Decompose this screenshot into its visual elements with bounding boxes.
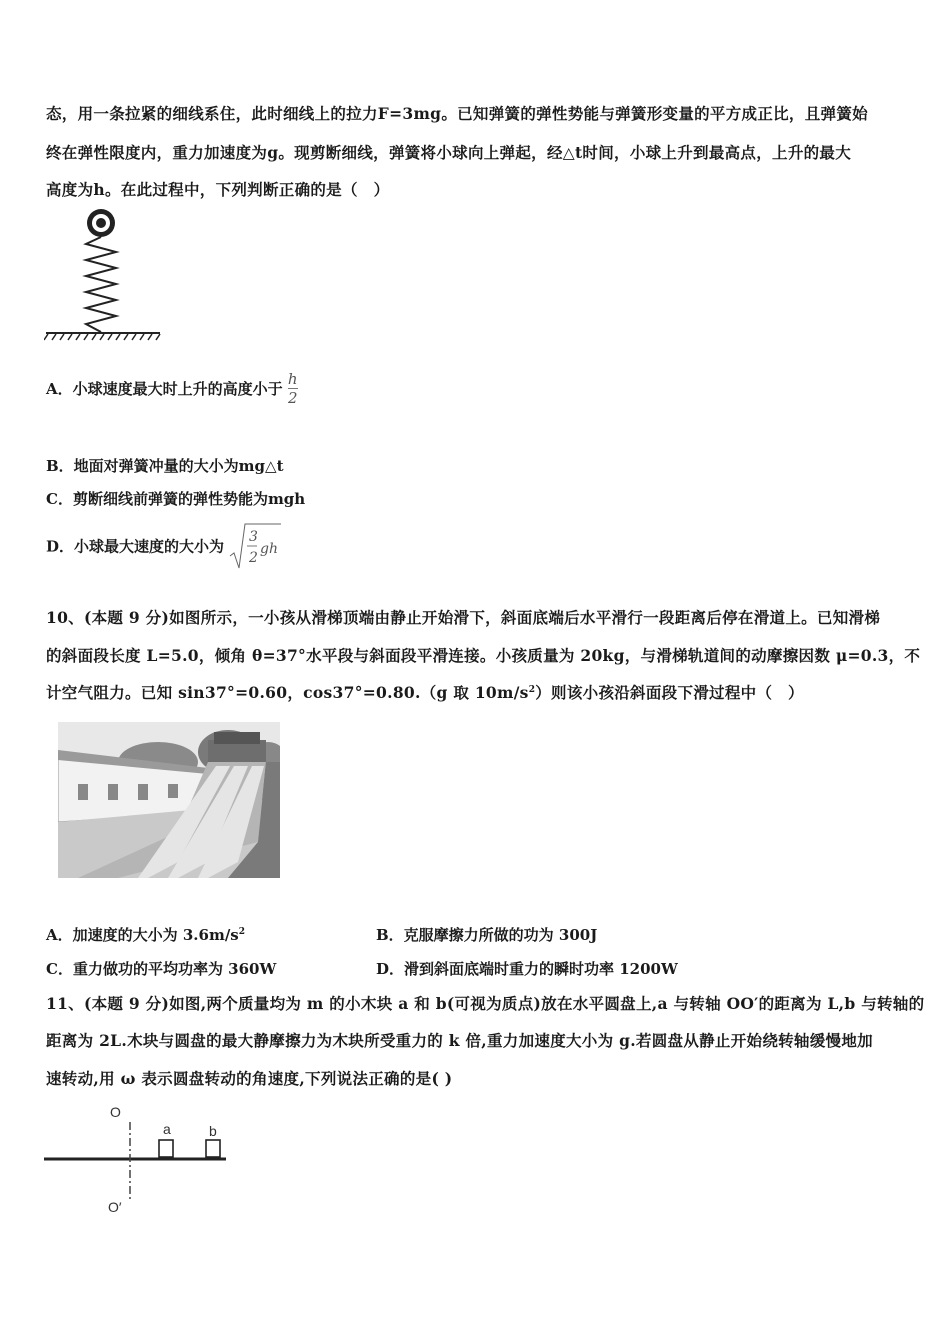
- sqrt-tail: gh: [260, 541, 279, 557]
- q9-option-b: B．地面对弹簧冲量的大小为mg△t: [46, 457, 284, 475]
- sqrt-sign-icon: [229, 522, 281, 570]
- q9-option-c: C．剪断细线前弹簧的弹性势能为mgh: [46, 490, 306, 508]
- q9-option-a-label: A．小球速度最大时上升的高度小于: [46, 380, 283, 398]
- sqrt-numerator: 3: [249, 529, 259, 545]
- turntable-figure: [44, 1100, 234, 1218]
- q9-option-d: [46, 522, 281, 570]
- q10-line3-part2: ）则该小孩沿斜面段下滑过程中（ ）: [535, 683, 804, 702]
- q10-option-d: D．滑到斜面底端时重力的瞬时功率 1200W: [376, 960, 678, 978]
- block-label-a: a: [163, 1121, 171, 1137]
- q10-line3-sup: 2: [528, 684, 536, 695]
- fraction-h-over-2: [288, 370, 298, 407]
- axis-label-o: O: [110, 1104, 121, 1120]
- sqrt-denominator: 2: [249, 550, 259, 566]
- sqrt-expression: [229, 522, 281, 570]
- block-label-b: b: [209, 1123, 217, 1139]
- q10-text-line1: 10、(本题 9 分)如图所示，一小孩从滑梯顶端由静止开始滑下，斜面底端后水平滑行一段距离后停在滑道上。已知滑梯: [46, 608, 881, 627]
- fraction-numerator: h: [287, 370, 298, 388]
- q10-option-a-sup: 2: [238, 927, 246, 937]
- q9-text-line3: 高度为h。在此过程中，下列判断正确的是（ ）: [46, 180, 390, 199]
- q10-line3-part1: 计空气阻力。已知 sin37°=0.60，cos37°=0.80.（g 取 10m/s: [46, 683, 529, 702]
- q10-text-line2: 的斜面段长度 L=5.0，倾角 θ=37°水平段与斜面段平滑连接。小孩质量为 20kg，与滑梯轨道间的动摩擦因数 μ=0.3，不: [46, 646, 921, 665]
- fraction-denominator: 2: [287, 389, 298, 407]
- spring-ball-figure: [44, 206, 164, 342]
- q9-option-d-label: D．小球最大速度的大小为: [46, 537, 225, 556]
- q9-text-line2: 终在弹性限度内，重力加速度为g。现剪断细线，弹簧将小球向上弹起，经△t时间，小球上升到最高点，上升的最大: [46, 143, 852, 162]
- q10-text-line3: [46, 681, 804, 703]
- q11-text-line3: 速转动,用 ω 表示圆盘转动的角速度,下列说法正确的是( ): [46, 1069, 453, 1088]
- q10-option-b: B．克服摩擦力所做的功为 300J: [376, 926, 598, 944]
- q10-option-c: C．重力做功的平均功率为 360W: [46, 960, 277, 978]
- q11-text-line1: 11、(本题 9 分)如图,两个质量均为 m 的小木块 a 和 b(可视为质点)放在水平圆盘上,a 与转轴 OO′的距离为 L,b 与转轴的: [46, 994, 925, 1013]
- axis-label-o-prime: O′: [108, 1199, 122, 1215]
- q9-text-line1: 态，用一条拉紧的细线系住，此时细线上的拉力F=3mg。已知弹簧的弹性势能与弹簧形变量的平方成正比，且弹簧始: [46, 104, 868, 123]
- slide-photo: [58, 722, 280, 878]
- q10-option-a-label: A．加速度的大小为 3.6m/s: [46, 926, 239, 944]
- q10-option-a: [46, 924, 245, 945]
- q9-option-a: [46, 370, 298, 407]
- q11-text-line2: 距离为 2L.木块与圆盘的最大静摩擦力为木块所受重力的 k 倍,重力加速度大小为 g.若圆盘从静止开始绕转轴缓慢地加: [46, 1031, 873, 1050]
